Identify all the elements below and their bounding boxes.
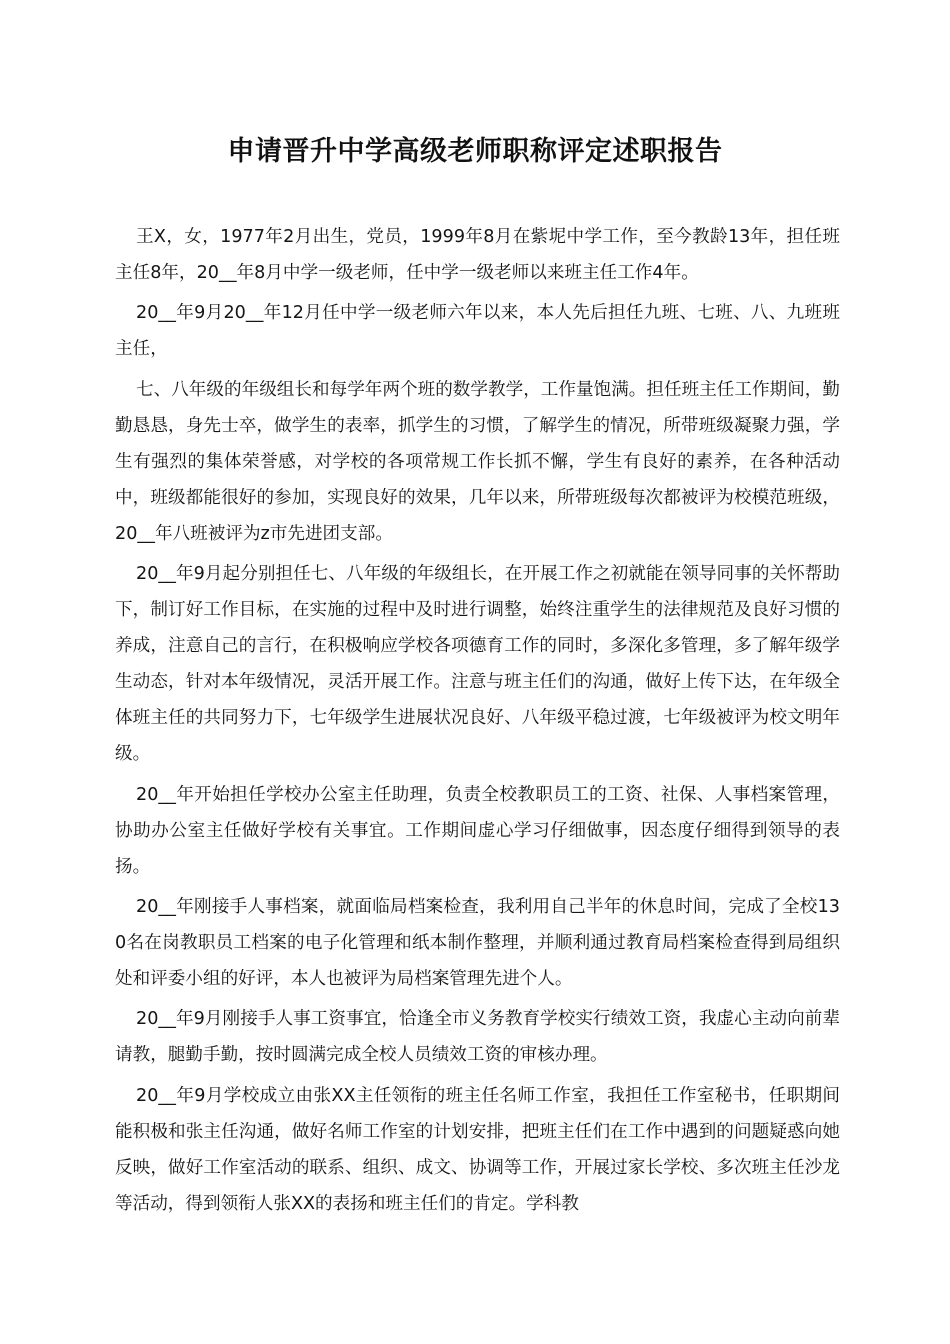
paragraph-grade-leader-duties: 七、八年级的年级组长和每学年两个班的数学教学，工作量饱满。担任班主任工作期间，勤勤恳恳，身先士卒，做学生的表率，抓学生的习惯，了解学生的情况，所带班级凝聚力强，学生有强烈的集体荣誉感，对学校的各项常规工作长抓不懈，学生有良好的素养，在各种活动中，班级都能很好的参加，实现良好的效果，几年以来，所带班级每次都被评为校模范班级，20__年八班被评为z市先进团支部。 [115,379,840,544]
paragraph-personnel-archives: 20__年刚接手人事档案，就面临局档案检查，我利用自己半年的休息时间，完成了全校130名在岗教职员工档案的电子化管理和纸本制作整理，并顺利通过教育局档案检查得到局组织处和评委小组的好评，本人也被评为局档案管理先进个人。 [115,896,840,989]
paragraph-grade-group-leader: 20__年9月起分别担任七、八年级的年级组长，在开展工作之初就能在领导同事的关怀帮助下，制订好工作目标，在实施的过程中及时进行调整，始终注重学生的法律规范及良好习惯的养成，注意自己的言行，在积极响应学校各项德育工作的同时，多深化多管理，多了解年级学生动态，针对本年级情况，灵活开展工作。注意与班主任们的沟通，做好上传下达，在年级全体班主任的共同努力下，七年级学生进展状况良好、八年级平稳过渡，七年级被评为校文明年级。 [115,564,840,765]
document-body [115,219,840,1226]
paragraph-personal-info: 王X，女，1977年2月出生，党员，1999年8月在紫坭中学工作，至今教龄13年，担任班主任8年，20__年8月中学一级老师，任中学一级老师以来班主任工作4年。 [115,227,840,283]
document-title: 申请晋升中学高级老师职称评定述职报告 [227,136,723,167]
paragraph-office-assistant: 20__年开始担任学校办公室主任助理，负责全校教职员工的工资、社保、人事档案管理，协助办公室主任做好学校有关事宜。工作期间虚心学习仔细做事，因态度仔细得到领导的表扬。 [115,784,840,877]
paragraph-performance-pay: 20__年9月刚接手人事工资事宜，恰逢全市义务教育学校实行绩效工资，我虚心主动向前辈请教，腿勤手勤，按时圆满完成全校人员绩效工资的审核办理。 [115,1009,840,1066]
paragraph-class-teacher-history: 20__年9月20__年12月任中学一级老师六年以来，本人先后担任九班、七班、八、九班班主任， [115,303,840,360]
paragraph-master-teacher-studio: 20__年9月学校成立由张XX主任领衔的班主任名师工作室，我担任工作室秘书，任职期间能积极和张主任沟通，做好名师工作室的计划安排，把班主任们在工作中遇到的问题疑惑向她反映，做好工作室活动的联系、组织、成文、协调等工作，开展过家长学校、多次班主任沙龙等活动，得到领衔人张XX的表扬和班主任们的肯定。学科教 [115,1085,840,1214]
